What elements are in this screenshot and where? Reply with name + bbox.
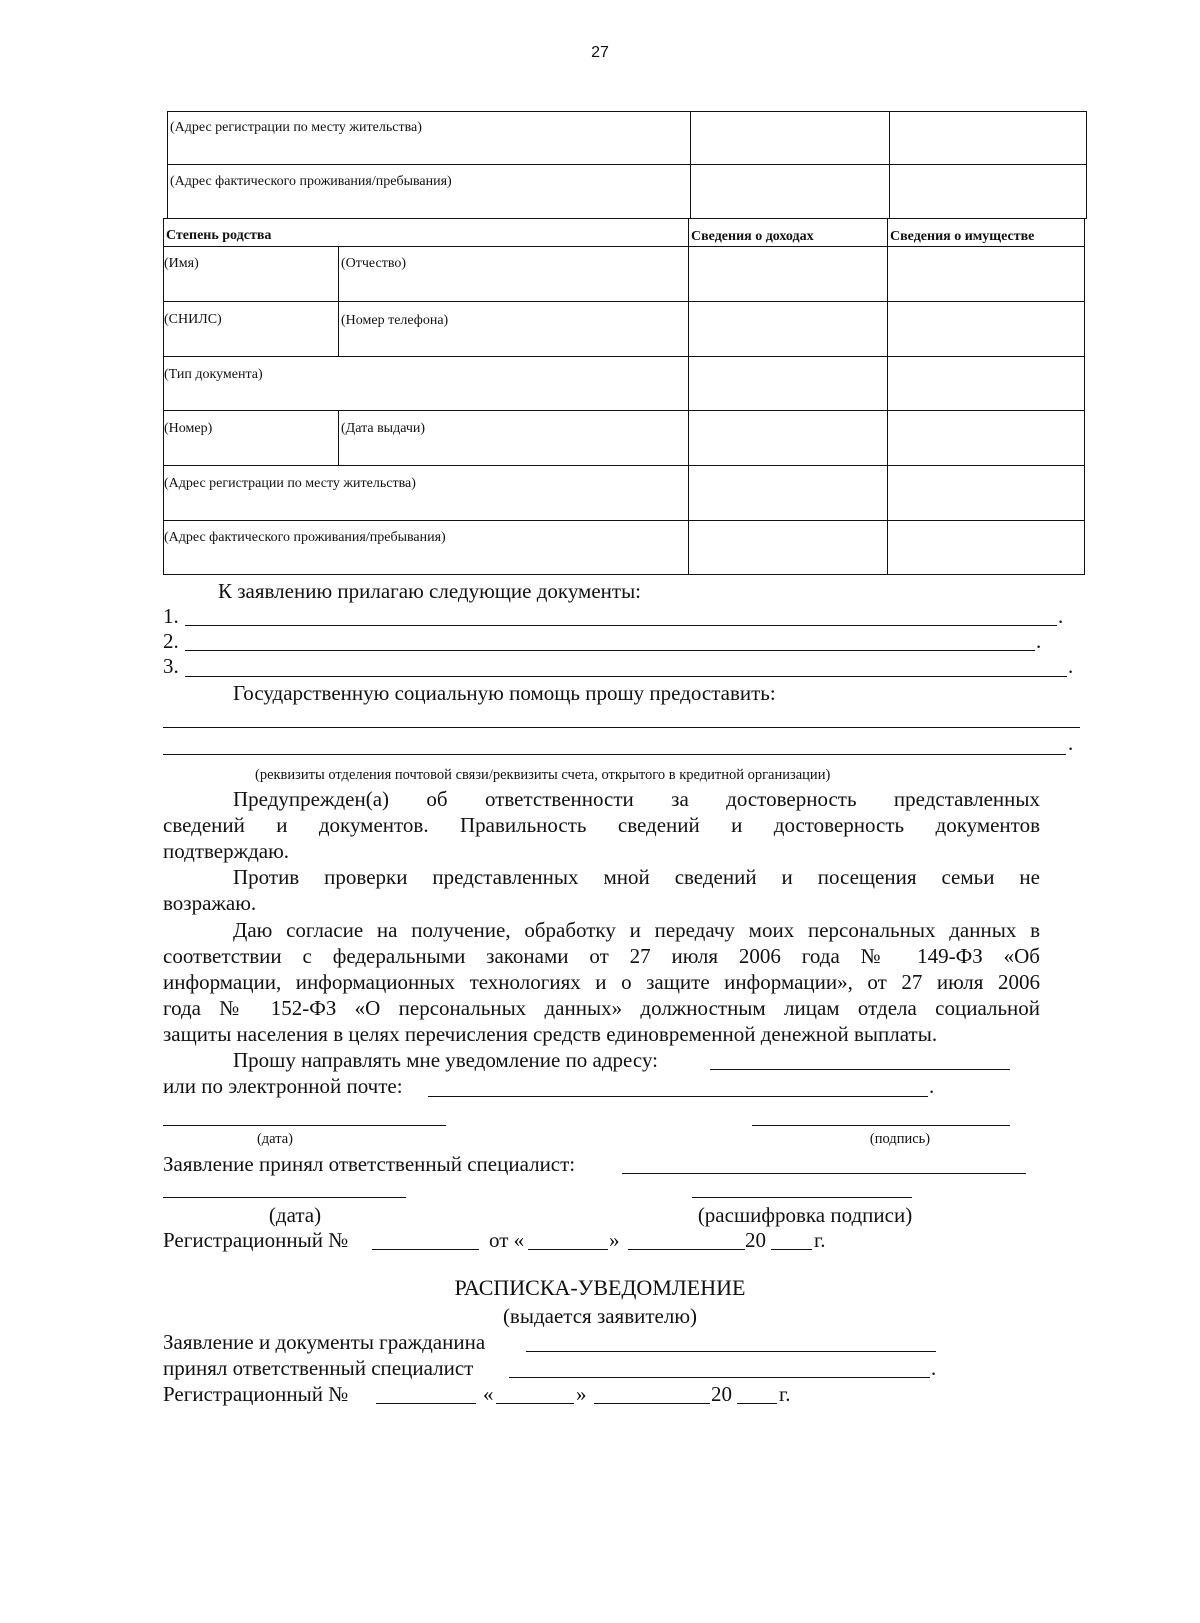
receipt-reg-no-line [376, 1403, 476, 1404]
notify-email-line [428, 1096, 928, 1097]
notify-address-label: Прошу направлять мне уведомление по адресу: [233, 1048, 659, 1072]
phone-label: (Номер телефона) [341, 313, 449, 328]
table1-reg-address-label: (Адрес регистрации по месту жительства) [170, 120, 422, 135]
receipt-subtitle: (выдается заявителю) [502, 1304, 698, 1328]
attachments-intro: К заявлению прилагаю следующие документы: [218, 579, 642, 603]
header-kinship: Степень родства [166, 228, 272, 243]
reg-year-prefix: 20 [745, 1228, 766, 1252]
attachment-2-line [185, 650, 1035, 651]
notify-address-line [710, 1069, 1010, 1070]
reg-day-line [528, 1249, 608, 1250]
receipt-accepted-label: принял ответственный специалист [163, 1356, 474, 1380]
attachment-3-dot: . [1068, 654, 1074, 678]
header-income: Сведения о доходах [691, 229, 814, 244]
relative-table [163, 218, 1085, 575]
address-table [167, 111, 1087, 219]
applicant-date-line [163, 1125, 446, 1126]
reg-quote-close: » [609, 1228, 620, 1252]
assistance-caption: (реквизиты отделения почтовой связи/реквизиты счета, открытого в кредитной организации) [255, 767, 831, 783]
notify-email-dot: . [929, 1074, 935, 1098]
applicant-sign-line [752, 1125, 1010, 1126]
reg-from-label: от « [489, 1228, 525, 1252]
receipt-title: РАСПИСКА-УВЕДОМЛЕНИЕ [454, 1275, 746, 1300]
patronymic-label: (Отчество) [341, 256, 407, 271]
specialist-date-line [163, 1197, 406, 1198]
receipt-reg-no-label: Регистрационный № [163, 1382, 349, 1406]
number-label: (Номер) [164, 421, 213, 436]
consent-line-4: года № 152-ФЗ «О персональных данных» должностным лицам отдела социальной [163, 996, 1040, 1020]
reg-address-label: (Адрес регистрации по месту жительства) [164, 476, 416, 491]
issue-date-label: (Дата выдачи) [341, 421, 426, 436]
specialist-date-label: (дата) [268, 1203, 322, 1227]
receipt-quote-open: « [483, 1382, 494, 1406]
consent-line-1: Даю согласие на получение, обработку и передачу моих персональных данных в [233, 918, 1040, 942]
consent-line-2: соответствии с федеральными законами от 27 июля 2006 года № 149-ФЗ «Об [163, 944, 1040, 968]
warned-line-1: Предупрежден(а) об ответственности за достоверность представленных [233, 787, 1040, 811]
applicant-date-label: (дата) [256, 1131, 294, 1147]
consent-line-3: информации, информационных технологиях и о защите информации», от 27 июля 2006 [163, 970, 1040, 994]
name-label: (Имя) [164, 256, 199, 271]
receipt-year-prefix: 20 [711, 1382, 732, 1406]
receipt-year-line [737, 1403, 777, 1404]
reg-year-suffix: г. [814, 1228, 826, 1252]
attachment-3-line [185, 676, 1067, 677]
doc-type-label: (Тип документа) [164, 367, 263, 382]
attachment-3-number: 3. [163, 654, 179, 678]
notify-email-label: или по электронной почте: [163, 1074, 403, 1098]
attachment-1-dot: . [1058, 604, 1064, 628]
consent-line-5: защиты населения в целях перечисления средств единовременной денежной выплаты. [163, 1022, 938, 1046]
verify-line-1: Против проверки представленных мной сведений и посещения семьи не [233, 865, 1040, 889]
assistance-intro: Государственную социальную помощь прошу предоставить: [233, 681, 776, 705]
snils-label: (СНИЛС) [164, 312, 222, 327]
warned-line-2: сведений и документов. Правильность сведений и достоверность документов [163, 813, 1040, 837]
attachment-2-dot: . [1036, 629, 1042, 653]
accepted-by-label: Заявление принял ответственный специалист: [163, 1152, 576, 1176]
receipt-year-suffix: г. [779, 1382, 791, 1406]
attachment-1-number: 1. [163, 604, 179, 628]
actual-address-label: (Адрес фактического проживания/пребывания) [164, 530, 446, 545]
receipt-accepted-line [509, 1377, 930, 1378]
page-number: 27 [591, 44, 609, 61]
table1-actual-address-label: (Адрес фактического проживания/пребывания) [170, 174, 452, 189]
warned-line-3: подтверждаю. [163, 839, 290, 863]
receipt-day-line [496, 1403, 574, 1404]
receipt-docs-line [526, 1351, 936, 1352]
reg-no-line [372, 1249, 479, 1250]
receipt-docs-label: Заявление и документы гражданина [163, 1330, 486, 1354]
accepted-by-line [622, 1173, 1026, 1174]
assistance-line-1 [163, 727, 1080, 728]
attachment-1-line [185, 625, 1057, 626]
verify-line-2: возражаю. [163, 891, 257, 915]
receipt-quote-close: » [576, 1382, 587, 1406]
assistance-line-2 [163, 754, 1066, 755]
assistance-dot: . [1068, 731, 1074, 755]
reg-month-line [628, 1249, 745, 1250]
specialist-decoding-label: (расшифровка подписи) [697, 1203, 913, 1227]
applicant-sign-label: (подпись) [869, 1131, 931, 1147]
specialist-sign-line [692, 1197, 912, 1198]
receipt-month-line [594, 1403, 710, 1404]
attachment-2-number: 2. [163, 629, 179, 653]
reg-no-label: Регистрационный № [163, 1228, 349, 1252]
header-property: Сведения о имуществе [890, 229, 1035, 244]
receipt-accepted-dot: . [931, 1356, 937, 1380]
reg-year-line [771, 1249, 812, 1250]
